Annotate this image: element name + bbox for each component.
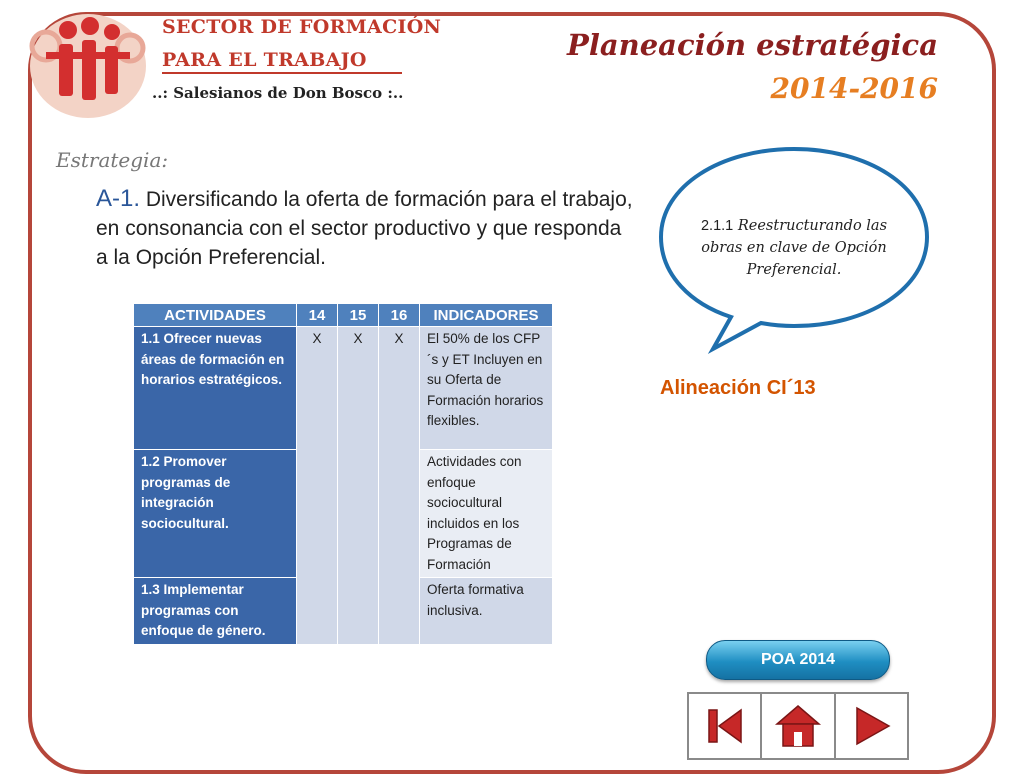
strategy-label: Estrategia: [56,148,169,172]
poa-2014-button[interactable]: POA 2014 [706,640,890,680]
org-name-line1: SECTOR DE FORMACIÓN [162,16,442,38]
col-header-activities: ACTIVIDADES [134,304,297,327]
strategy-code: A-1. [96,185,141,212]
navigation-bar [687,692,909,760]
strategy-text: Diversificando la oferta de formación para el trabajo, en consonancia con el sector productivo y que responda a la Opción Preferencial. [96,188,633,269]
bubble-text [690,215,898,281]
col-header-14: 14 [297,304,338,327]
alignment-label: Alineación CI´13 [660,377,816,399]
activity-cell: 1.3 Implementar programas con enfoque de género. [134,578,297,645]
indicator-cell: El 50% de los CFP´s y ET Incluyen en su Oferta de Formación horarios flexibles. [420,327,553,450]
org-name-line2: PARA EL TRABAJO [162,49,367,71]
col-header-indicators: INDICADORES [420,304,553,327]
first-slide-button[interactable] [689,694,762,758]
col-header-16: 16 [379,304,420,327]
activities-table [133,303,553,645]
skip-back-icon [701,702,749,750]
next-slide-button[interactable] [836,694,907,758]
home-button[interactable] [762,694,835,758]
mark-cell-16: X [379,327,420,645]
header-divider [162,72,402,74]
home-icon [773,702,823,750]
indicator-cell: Actividades con enfoque sociocultural incluidos en los Programas de Formación [420,450,553,578]
mark-cell-14: X [297,327,338,645]
activity-cell: 1.2 Promover programas de integración sociocultural. [134,450,297,578]
salesianos-logo-icon [26,8,150,120]
bubble-number: 2.1.1 [700,218,734,234]
indicator-cell: Oferta formativa inclusiva. [420,578,553,645]
page-years: 2014-2016 [770,72,938,105]
org-subtitle: ..: Salesianos de Don Bosco :.. [152,84,404,102]
table-row [134,327,553,450]
mark-cell-15: X [338,327,379,645]
strategy-statement [96,184,636,272]
activity-cell: 1.1 Ofrecer nuevas áreas de formación en horarios estratégicos. [134,327,297,450]
play-next-icon [847,702,895,750]
bubble-description: Reestructurando las obras en clave de Opción Preferencial. [701,218,888,278]
table-header-row [134,304,553,327]
col-header-15: 15 [338,304,379,327]
page-title: Planeación estratégica [567,28,938,62]
